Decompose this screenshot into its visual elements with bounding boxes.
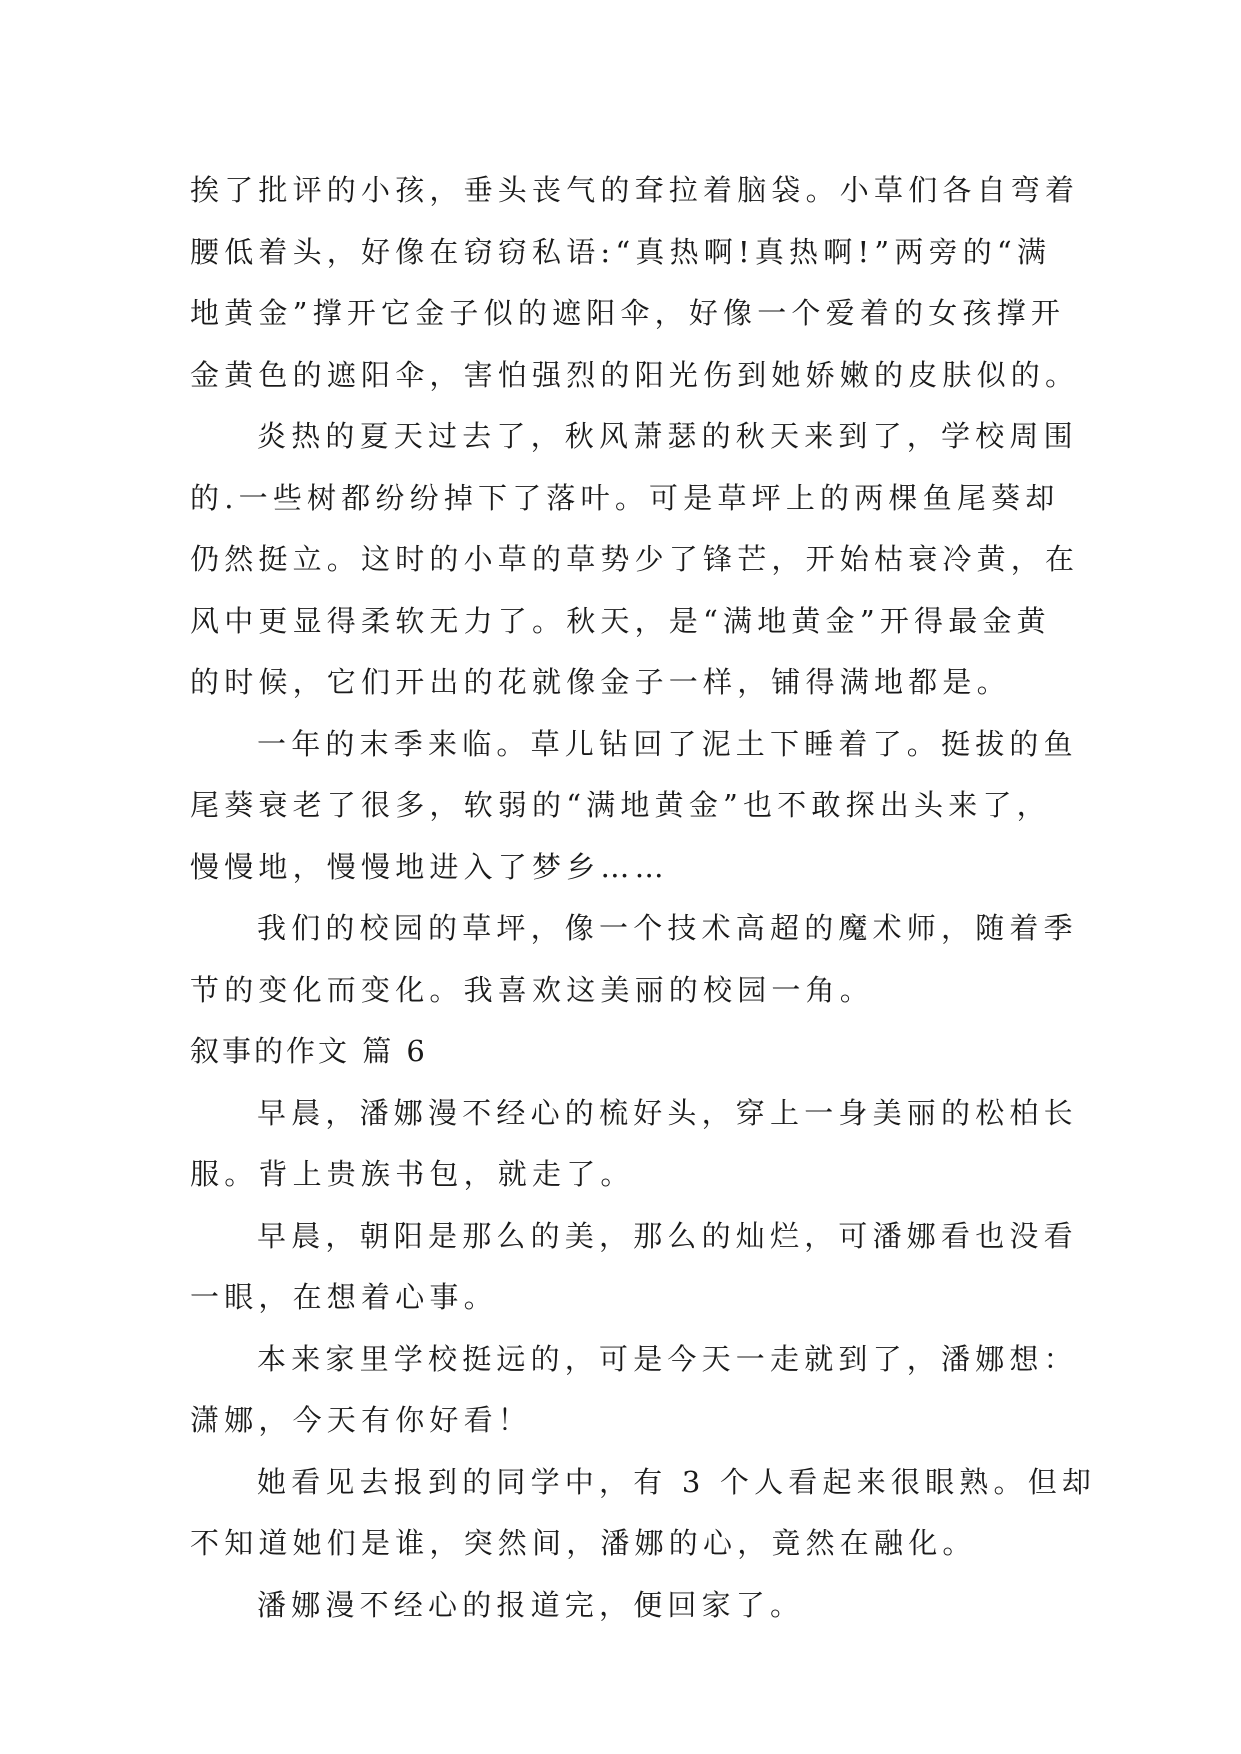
heading-line: 叙事的作文 篇 6 <box>190 1034 428 1068</box>
paragraph <box>190 160 1080 406</box>
paragraph-line: 早晨，潘娜漫不经心的梳好头，穿上一身美丽的松柏长 <box>257 1095 1078 1130</box>
paragraph <box>190 1452 1097 1575</box>
paragraph-line: 她看见去报到的同学中，有 3 个人看起来很眼熟。但却 <box>257 1464 1097 1499</box>
paragraph-line: 节的变化而变化。我喜欢这美丽的校园一角。 <box>190 972 875 1007</box>
paragraph <box>190 1206 1078 1329</box>
paragraph-line: 一年的末季来临。草儿钻回了泥土下睡着了。挺拔的鱼 <box>257 726 1078 761</box>
paragraph-line: 服。背上贵族书包，就走了。 <box>190 1157 635 1191</box>
paragraph-line: 本来家里学校挺远的，可是今天一走就到了，潘娜想： <box>257 1341 1078 1376</box>
paragraph-line: 腰低着头，好像在窃窃私语:“真热啊!真热啊!”两旁的“满 <box>190 234 1052 269</box>
paragraph <box>190 898 1078 1021</box>
paragraph <box>190 1575 1070 1637</box>
paragraph <box>190 406 1080 714</box>
paragraph-line: 我们的校园的草坪，像一个技术高超的魔术师，随着季 <box>257 911 1078 945</box>
paragraph-line: 潇娜，今天有你好看！ <box>190 1403 533 1437</box>
paragraph-line: 早晨，朝阳是那么的美，那么的灿烂，可潘娜看也没看 <box>257 1218 1078 1253</box>
paragraph-line: 慢慢地，慢慢地进入了梦乡…… <box>190 849 669 884</box>
paragraph-line: 地黄金”撑开它金子似的遮阳伞，好像一个爱着的女孩撑开 <box>190 296 1066 330</box>
section-heading <box>190 1021 1070 1083</box>
paragraph-line: 挨了批评的小孩，垂头丧气的耷拉着脑袋。小草们各自弯着 <box>190 173 1080 207</box>
paragraph-line: 风中更显得柔软无力了。秋天，是“满地黄金”开得最金黄 <box>190 603 1051 638</box>
paragraph-line: 炎热的夏天过去了，秋风萧瑟的秋天来到了，学校周围 <box>257 419 1078 453</box>
paragraph-line: 金黄色的遮阳伞，害怕强烈的阳光伤到她娇嫩的皮肤似的。 <box>190 357 1080 392</box>
paragraph <box>190 1329 1078 1452</box>
paragraph <box>190 714 1078 899</box>
paragraph-line: 潘娜漫不经心的报道完，便回家了。 <box>257 1587 805 1622</box>
paragraph-line: 不知道她们是谁，突然间，潘娜的心，竟然在融化。 <box>190 1526 977 1560</box>
document-body <box>190 160 1097 1636</box>
paragraph-line: 一眼，在想着心事。 <box>190 1280 498 1314</box>
paragraph-line: 的.一些树都纷纷掉下了落叶。可是草坪上的两棵鱼尾葵却 <box>190 480 1060 515</box>
paragraph <box>190 1083 1078 1206</box>
paragraph-line: 的时候，它们开出的花就像金子一样，铺得满地都是。 <box>190 665 1011 699</box>
paragraph-line: 尾葵衰老了很多，软弱的“满地黄金”也不敢探出头来了， <box>190 788 1051 822</box>
paragraph-line: 仍然挺立。这时的小草的草势少了锋芒，开始枯衰冷黄，在 <box>190 542 1080 576</box>
